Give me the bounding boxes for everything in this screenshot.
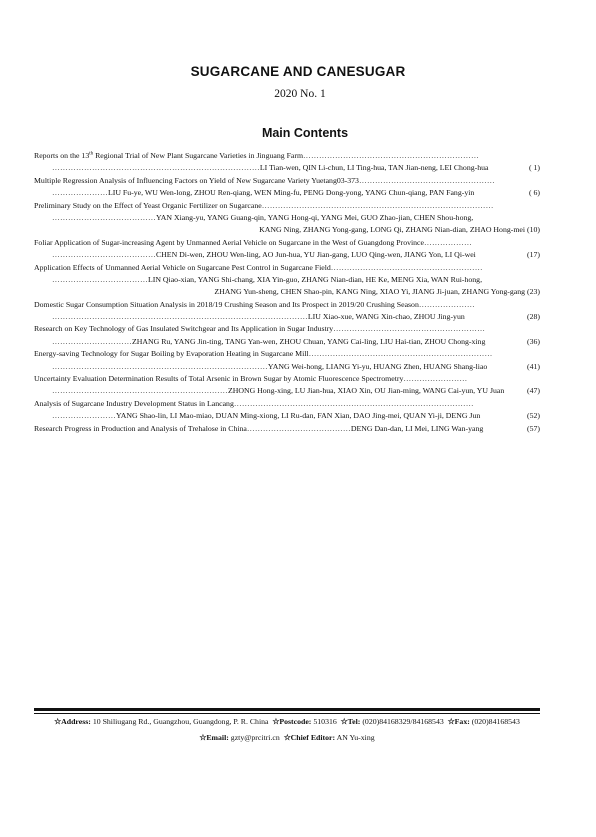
- tel-label: ☆Tel:: [340, 717, 361, 726]
- leader-dots: …………………………………: [246, 423, 351, 433]
- entry-authors: DENG Dan-dan, LI Mei, LING Wan-yang: [350, 423, 484, 433]
- leader-dots: …………………: [418, 299, 475, 309]
- toc-entry[interactable]: [34, 200, 540, 237]
- entry-authors: YAN Xiang-yu, YANG Guang-qin, YANG Hong-qi, YANG Mei, GUO Zhao-jian, CHEN Shou-hong,: [155, 212, 474, 222]
- toc-entry[interactable]: [34, 348, 540, 373]
- entry-page: (41): [527, 361, 540, 371]
- toc-entry[interactable]: [34, 373, 540, 398]
- toc-entry[interactable]: [34, 175, 540, 200]
- entry-authors-continued: ZHANG Yun-sheng, CHEN Shao-pin, KANG Ning, XIAO Yi, JIANG Ji-juan, ZHANG Yong-gang: [214, 287, 526, 297]
- entry-authors-line: [34, 187, 540, 199]
- entry-authors: ZHANG Ru, YANG Jin-ting, TANG Yan-wen, ZHOU Chuan, YANG Cai-ling, LIU Hai-tian, ZHOU Chong-xing: [131, 336, 486, 346]
- entry-title-line: [34, 373, 540, 385]
- entry-authors-line: [34, 336, 540, 348]
- entry-page: (47): [527, 386, 540, 396]
- footer-rule-thick: [34, 708, 540, 711]
- contents-heading: Main Contents: [261, 126, 349, 140]
- leader-dots: ……………………: [52, 411, 116, 421]
- leader-dots: ……………………………………………: [358, 175, 495, 185]
- footer-contact-line: [34, 717, 540, 726]
- entry-authors-line-2: [34, 286, 540, 298]
- entry-title-line: [34, 323, 540, 335]
- toc-entry[interactable]: [34, 262, 540, 299]
- leader-dots: …………………………………………………: [333, 324, 486, 334]
- entry-title-line: [34, 348, 540, 360]
- journal-title: SUGARCANE AND CANESUGAR: [190, 64, 406, 79]
- entry-page: (28): [527, 312, 540, 322]
- editor-value: AN Yu-xing: [335, 733, 375, 742]
- editor-label: ☆Chief Editor:: [283, 733, 336, 742]
- toc-entry[interactable]: [34, 398, 540, 423]
- entry-title: Energy-saving Technology for Sugar Boiling by Evaporation Heating in Sugarcane Mill: [34, 349, 309, 359]
- entry-authors-line: [34, 311, 540, 323]
- leader-dots: ……………………………………………………………………………: [261, 200, 494, 210]
- fax-value: (020)84168543: [469, 717, 520, 726]
- entry-page: (57): [527, 423, 540, 433]
- entry-page: (36): [527, 336, 540, 346]
- entry-authors-line: [34, 361, 540, 373]
- entry-authors: LIU Xiao-xue, WANG Xin-chao, ZHOU Jing-yun: [307, 312, 465, 322]
- entry-page: ( 6): [528, 188, 540, 198]
- entry-page: ( 1): [528, 163, 540, 173]
- toc-entry[interactable]: [34, 237, 540, 262]
- toc-entry[interactable]: [34, 323, 540, 348]
- leader-dots: …………………………………: [52, 250, 156, 260]
- leader-dots: ……………………………………………………………………: [52, 163, 260, 173]
- leader-dots: ……………………………………………………………: [308, 349, 493, 359]
- entry-title: Analysis of Sugarcane Industry Development Status in Lancang: [34, 398, 234, 408]
- entry-authors: LI Tian-wen, QIN Li-chun, LI Ting-hua, TAN Jian-neng, LEI Chong-hua: [259, 163, 489, 173]
- leader-dots: …………………………………………………: [330, 262, 483, 272]
- entry-page: (17): [527, 250, 540, 260]
- entry-page: (23): [527, 287, 540, 297]
- toc-entry[interactable]: [34, 299, 540, 324]
- entry-title-line: [34, 175, 540, 187]
- fax-label: ☆Fax:: [447, 717, 470, 726]
- leader-dots: ………………………………: [52, 274, 148, 284]
- entry-authors-line: [34, 410, 540, 422]
- leader-dots: ……………………………………………………………………………………: [52, 312, 308, 322]
- address-value: 10 Shiliugang Rd., Guangzhou, Guangdong, P. R. China: [90, 717, 269, 726]
- entry-title: Research Progress in Production and Analysis of Trehalose in China: [34, 423, 247, 433]
- entry-page: (10): [527, 225, 540, 235]
- entry-authors: YANG Wei-hong, LIANG Yi-yu, HUANG Zhen, HUANG Shang-liao: [267, 361, 488, 371]
- entry-authors-continued: KANG Ning, ZHANG Yong-gang, LONG Qi, ZHANG Nian-dian, ZHAO Hong-mei: [259, 225, 526, 235]
- entry-title-line: [34, 237, 540, 249]
- entry-authors-line-2: [34, 224, 540, 236]
- footer-email-line: [34, 733, 540, 742]
- entry-authors: LIU Fu-ye, WU Wen-long, ZHOU Ren-qiang, WEN Ming-fu, PENG Dong-yong, YANG Chun-qiang, PAN Fang-yin: [107, 188, 475, 198]
- toc-entry[interactable]: [34, 150, 540, 175]
- entry-title: Domestic Sugar Consumption Situation Analysis in 2018/19 Crushing Season and Its Prospect in 2019/20 Crushing Season: [34, 299, 419, 309]
- entry-title: Preliminary Study on the Effect of Yeast Organic Fertilizer on Sugarcane: [34, 200, 262, 210]
- address-label: ☆Address:: [54, 717, 91, 726]
- entry-title: Uncertainty Evaluation Determination Results of Total Arsenic in Brown Sugar by Atomic Fluorescence Spectrometry: [34, 374, 404, 384]
- entry-title: Application Effects of Unmanned Aerial Vehicle on Sugarcane Pest Control in Sugarcane Field: [34, 262, 331, 272]
- toc-entry[interactable]: [34, 423, 540, 435]
- entry-title: Research on Key Technology of Gas Insulated Switchgear and Its Application in Sugar Industry: [34, 324, 334, 334]
- email-label: ☆Email:: [199, 733, 229, 742]
- entry-title-line: [34, 200, 540, 212]
- entry-authors-line: [34, 385, 540, 397]
- leader-dots: …………………………: [52, 336, 132, 346]
- table-of-contents: [34, 150, 540, 435]
- entry-title: Reports on the 13th Regional Trial of New Plant Sugarcane Varieties in Jinguang Farm: [34, 151, 304, 160]
- entry-title-line: [34, 262, 540, 274]
- entry-authors-line: [34, 162, 540, 174]
- postcode-value: 510316: [311, 717, 337, 726]
- leader-dots: ………………………………………………………………………………: [233, 398, 474, 408]
- entry-title-line: [34, 150, 540, 162]
- leader-dots: ……………………: [403, 374, 468, 384]
- entry-title: Multiple Regression Analysis of Influencing Factors on Yield of New Sugarcane Variety Yuetang03-373: [34, 175, 359, 185]
- entry-title-line: [34, 299, 540, 311]
- leader-dots: …………………: [52, 188, 108, 198]
- entry-authors: LIN Qiao-xian, YANG Shi-chang, XIA Yin-guo, ZHANG Nian-dian, HE Ke, MENG Xia, WAN Rui-hong,: [147, 274, 483, 284]
- leader-dots: …………………………………………………………: [303, 151, 479, 160]
- leader-dots: …………………………………: [52, 212, 156, 222]
- email-value[interactable]: gzty@prcitri.cn: [228, 733, 280, 742]
- footer-rule-thin: [34, 713, 540, 714]
- entry-title: Foliar Application of Sugar-increasing Agent by Unmanned Aerial Vehicle on Sugarcane in the West of Guangdong Province: [34, 237, 424, 247]
- entry-authors: CHEN Di-wen, ZHOU Wen-ling, AO Jun-hua, YU Jian-gang, LUO Qing-wen, JIANG Yon, LI Qi-wei: [155, 250, 476, 260]
- entry-title-line: [34, 423, 540, 435]
- leader-dots: …………………………………………………………: [52, 386, 228, 396]
- entry-authors-line: [34, 212, 540, 224]
- leader-dots: ………………: [423, 237, 472, 247]
- entry-authors-line: [34, 274, 540, 286]
- entry-authors-line: [34, 249, 540, 261]
- postcode-label: ☆Postcode:: [272, 717, 312, 726]
- tel-value: (020)84168329/84168543: [360, 717, 444, 726]
- leader-dots: ………………………………………………………………………: [52, 361, 268, 371]
- entry-authors: YANG Shao-lin, LI Mao-miao, DUAN Ming-xiong, LI Ru-dan, FAN Xian, DAO Jing-mei, QUAN Yi-ji, DENG Jun: [115, 411, 481, 421]
- entry-authors: ZHONG Hong-xing, LU Jian-hua, XIAO Xin, OU Jian-ming, WANG Cai-yun, YU Juan: [227, 386, 505, 396]
- issue-number: 2020 No. 1: [274, 88, 326, 100]
- entry-page: (52): [527, 411, 540, 421]
- entry-title-line: [34, 398, 540, 410]
